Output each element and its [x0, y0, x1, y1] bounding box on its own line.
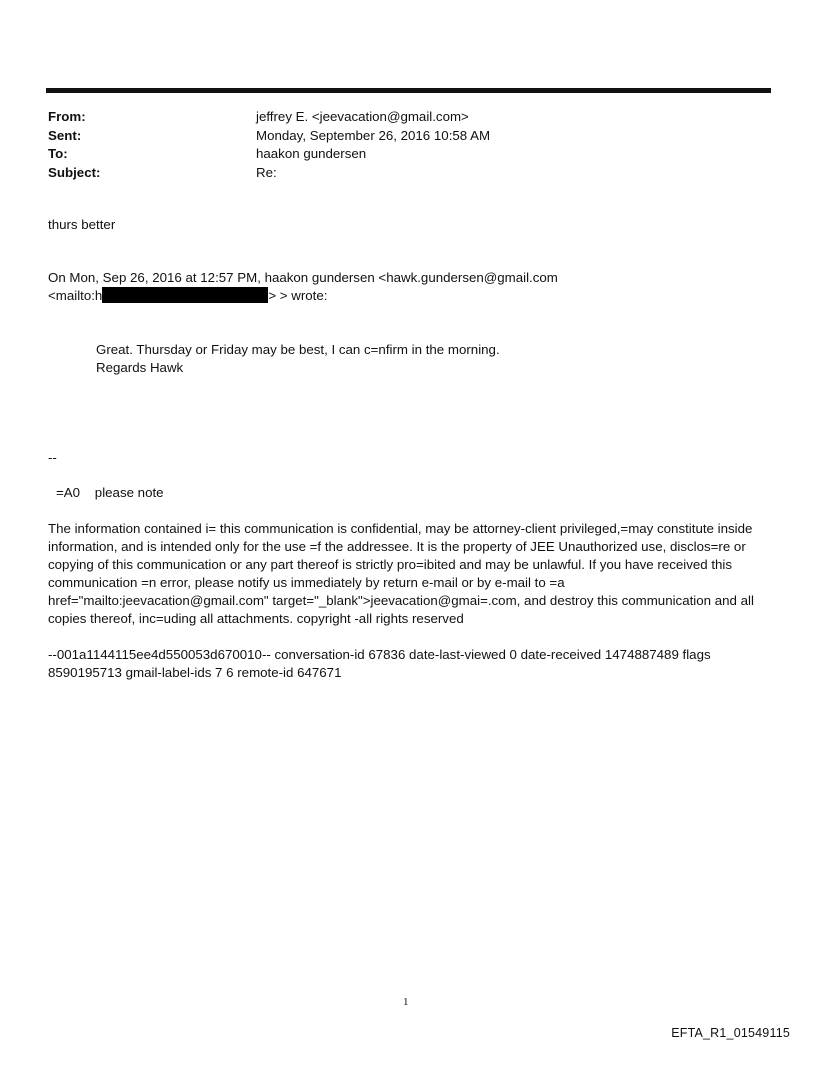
- mailto-suffix: > > wrote:: [268, 288, 328, 303]
- subject-row: [48, 164, 748, 183]
- sent-label: Sent:: [48, 127, 82, 143]
- disclaimer-paragraph: The information contained i= this communication is confidential, may be attorney-client privileged,=may constitute inside information, and is intended only for the use =f the addressee. It is the property of JEE Unauthorized use, disclos=re or copying of this communication or any part thereof is strictly pro=ibited and may be unlawful. If you have received this communication =n error, please notify us immediately by return e-mail or by e-mail to =a href="mailto:jeevacation@gmail.com" target="_blank">jeevacation@gmai=.com, and destroy this communication and all copies thereof, inc=uding all attachments. copyright -all rights reserved: [48, 521, 754, 626]
- to-row: [48, 145, 748, 164]
- sent-row: [48, 127, 748, 146]
- from-value: jeffrey E. <jeevacation@gmail.com>: [256, 109, 469, 124]
- email-header: [48, 108, 748, 182]
- sent-value: Monday, September 26, 2016 10:58 AM: [256, 127, 491, 143]
- quote-header: [48, 269, 768, 305]
- mailto-prefix: <mailto:h: [48, 288, 103, 303]
- quoted-message: [96, 341, 816, 377]
- quote-header-line2: [48, 287, 768, 305]
- header-rule: [46, 88, 771, 93]
- signature-dashes: --: [48, 450, 57, 465]
- quoted-line2: Regards Hawk: [96, 360, 184, 375]
- quoted-line1: Great. Thursday or Friday may be best, I can c=nfirm in the morning.: [96, 342, 500, 357]
- subject-value: Re:: [256, 164, 277, 180]
- to-label: To:: [48, 146, 68, 161]
- to-value: haakon gundersen: [256, 146, 367, 161]
- from-row: [48, 108, 748, 127]
- document-id: EFTA_R1_01549115: [671, 1026, 790, 1040]
- quote-header-line1: On Mon, Sep 26, 2016 at 12:57 PM, haakon gundersen <hawk.gundersen@gmail.com: [48, 270, 558, 285]
- message-metadata: --001a1144115ee4d550053d670010-- conversation-id 67836 date-last-viewed 0 date-received 1474887489 flags 8590195713 gmail-label-ids 7 6 remote-id 647671: [48, 647, 711, 680]
- redaction-box: [102, 287, 268, 303]
- from-label: From:: [48, 109, 86, 124]
- reply-text: thurs better: [48, 217, 116, 232]
- page-number: 1: [403, 996, 409, 1008]
- signature-note: =A0 please note: [56, 485, 164, 500]
- subject-label: Subject:: [48, 164, 101, 180]
